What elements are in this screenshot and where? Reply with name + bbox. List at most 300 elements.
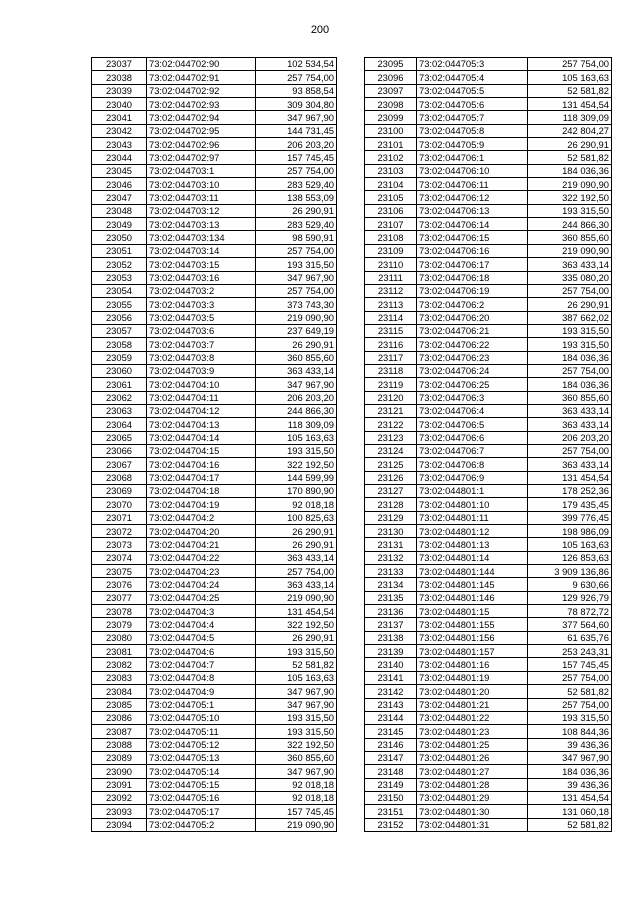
table-row [365,58,612,71]
row-number-cell: 23139 [365,645,417,658]
value-cell: 360 855,60 [528,231,612,244]
table-row [92,551,337,564]
table-row [92,631,337,644]
row-number-cell: 23147 [365,751,417,764]
cadastral-number-cell: 73:02:044705:2 [147,818,256,831]
row-number-cell: 23069 [92,485,147,498]
row-number-cell: 23148 [365,765,417,778]
table-row [92,138,337,151]
table-row [92,605,337,618]
value-cell: 193 315,50 [256,444,337,457]
value-cell: 399 776,45 [528,511,612,524]
value-cell: 193 315,50 [528,338,612,351]
value-cell: 39 436,36 [528,778,612,791]
cadastral-number-cell: 73:02:044706:25 [417,378,528,391]
cadastral-number-cell: 73:02:044706:4 [417,404,528,417]
table-row [92,298,337,311]
value-cell: 347 967,90 [256,378,337,391]
row-number-cell: 23138 [365,631,417,644]
row-number-cell: 23083 [92,671,147,684]
table-row [92,458,337,471]
value-cell: 347 967,90 [256,271,337,284]
table-row [92,685,337,698]
cadastral-number-cell: 73:02:044705:1 [147,698,256,711]
value-cell: 206 203,20 [256,391,337,404]
row-number-cell: 23060 [92,364,147,377]
row-number-cell: 23055 [92,298,147,311]
row-number-cell: 23114 [365,311,417,324]
cadastral-number-cell: 73:02:044801:22 [417,711,528,724]
value-cell: 363 433,14 [528,458,612,471]
table-row [92,618,337,631]
cadastral-number-cell: 73:02:044706:19 [417,284,528,297]
table-row [365,578,612,591]
value-cell: 193 315,50 [528,204,612,217]
row-number-cell: 23063 [92,404,147,417]
value-cell: 373 743,30 [256,298,337,311]
table-row [92,204,337,217]
value-cell: 363 433,14 [528,404,612,417]
row-number-cell: 23107 [365,218,417,231]
value-cell: 157 745,45 [256,151,337,164]
table-row [365,138,612,151]
cadastral-number-cell: 73:02:044704:6 [147,645,256,658]
value-cell: 206 203,20 [528,431,612,444]
row-number-cell: 23062 [92,391,147,404]
table-row [92,538,337,551]
value-cell: 92 018,18 [256,498,337,511]
value-cell: 322 192,50 [528,191,612,204]
row-number-cell: 23070 [92,498,147,511]
value-cell: 193 315,50 [256,711,337,724]
table-row [92,431,337,444]
table-row [92,284,337,297]
row-number-cell: 23097 [365,84,417,97]
table-row [92,164,337,177]
row-number-cell: 23124 [365,444,417,457]
cadastral-number-cell: 73:02:044706:12 [417,191,528,204]
value-cell: 253 243,31 [528,645,612,658]
cadastral-number-cell: 73:02:044704:7 [147,658,256,671]
value-cell: 257 754,00 [528,284,612,297]
row-number-cell: 23052 [92,258,147,271]
value-cell: 184 036,36 [528,378,612,391]
value-cell: 257 754,00 [528,698,612,711]
cadastral-number-cell: 73:02:044706:2 [417,298,528,311]
value-cell: 26 290,91 [256,538,337,551]
table-row [92,324,337,337]
row-number-cell: 23087 [92,725,147,738]
row-number-cell: 23047 [92,191,147,204]
value-cell: 219 090,90 [256,591,337,604]
value-cell: 363 433,14 [528,418,612,431]
table-row [365,725,612,738]
row-number-cell: 23071 [92,511,147,524]
value-cell: 131 454,54 [256,605,337,618]
row-number-cell: 23117 [365,351,417,364]
table-row [92,444,337,457]
row-number-cell: 23136 [365,605,417,618]
cadastral-number-cell: 73:02:044704:25 [147,591,256,604]
table-row [92,751,337,764]
cadastral-number-cell: 73:02:044705:3 [417,58,528,71]
cadastral-number-cell: 73:02:044705:10 [147,711,256,724]
value-cell: 26 290,91 [256,631,337,644]
value-cell: 360 855,60 [256,351,337,364]
table-row [365,805,612,818]
row-number-cell: 23084 [92,685,147,698]
cadastral-number-cell: 73:02:044801:10 [417,498,528,511]
table-row [92,671,337,684]
cadastral-number-cell: 73:02:044705:14 [147,765,256,778]
table-row [92,271,337,284]
table-row [365,778,612,791]
cadastral-number-cell: 73:02:044706:1 [417,151,528,164]
cadastral-number-cell: 73:02:044704:18 [147,485,256,498]
row-number-cell: 23039 [92,84,147,97]
table-row [365,124,612,137]
row-number-cell: 23142 [365,685,417,698]
table-row [92,765,337,778]
value-cell: 193 315,50 [528,711,612,724]
cadastral-number-cell: 73:02:044801:29 [417,791,528,804]
table-row [92,525,337,538]
table-row [365,231,612,244]
table-row [92,258,337,271]
cadastral-number-cell: 73:02:044706:10 [417,164,528,177]
cadastral-number-cell: 73:02:044706:9 [417,471,528,484]
row-number-cell: 23077 [92,591,147,604]
cadastral-number-cell: 73:02:044706:5 [417,418,528,431]
value-cell: 257 754,00 [528,671,612,684]
cadastral-number-cell: 73:02:044702:96 [147,138,256,151]
cadastral-number-cell: 73:02:044705:12 [147,738,256,751]
value-cell: 157 745,45 [528,658,612,671]
value-cell: 257 754,00 [528,364,612,377]
row-number-cell: 23143 [365,698,417,711]
table-row [92,565,337,578]
table-row [365,565,612,578]
row-number-cell: 23049 [92,218,147,231]
cadastral-number-cell: 73:02:044703:11 [147,191,256,204]
row-number-cell: 23067 [92,458,147,471]
register-table-right [364,57,612,832]
cadastral-number-cell: 73:02:044703:7 [147,338,256,351]
table-row [365,618,612,631]
cadastral-number-cell: 73:02:044801:155 [417,618,528,631]
value-cell: 118 309,09 [256,418,337,431]
row-number-cell: 23074 [92,551,147,564]
cadastral-number-cell: 73:02:044703:10 [147,178,256,191]
cadastral-number-cell: 73:02:044704:20 [147,525,256,538]
value-cell: 144 731,45 [256,124,337,137]
table-row [92,191,337,204]
table-row [365,418,612,431]
row-number-cell: 23113 [365,298,417,311]
row-number-cell: 23042 [92,124,147,137]
cadastral-number-cell: 73:02:044801:20 [417,685,528,698]
row-number-cell: 23120 [365,391,417,404]
value-cell: 257 754,00 [256,71,337,84]
value-cell: 363 433,14 [256,578,337,591]
page-number: 200 [310,24,330,36]
row-number-cell: 23043 [92,138,147,151]
cadastral-number-cell: 73:02:044702:92 [147,84,256,97]
cadastral-number-cell: 73:02:044801:1 [417,485,528,498]
table-row [92,58,337,71]
table-row [92,725,337,738]
row-number-cell: 23102 [365,151,417,164]
row-number-cell: 23144 [365,711,417,724]
value-cell: 26 290,91 [528,298,612,311]
value-cell: 184 036,36 [528,765,612,778]
table-row [365,525,612,538]
row-number-cell: 23104 [365,178,417,191]
value-cell: 129 926,79 [528,591,612,604]
row-number-cell: 23123 [365,431,417,444]
cadastral-number-cell: 73:02:044704:11 [147,391,256,404]
table-row [92,111,337,124]
value-cell: 242 804,27 [528,124,612,137]
value-cell: 257 754,00 [528,58,612,71]
table-row [92,485,337,498]
cadastral-number-cell: 73:02:044704:10 [147,378,256,391]
row-number-cell: 23089 [92,751,147,764]
cadastral-number-cell: 73:02:044705:16 [147,791,256,804]
row-number-cell: 23064 [92,418,147,431]
cadastral-number-cell: 73:02:044801:14 [417,551,528,564]
table-row [365,164,612,177]
cadastral-number-cell: 73:02:044702:94 [147,111,256,124]
value-cell: 363 433,14 [256,551,337,564]
value-cell: 347 967,90 [256,765,337,778]
row-number-cell: 23146 [365,738,417,751]
cadastral-number-cell: 73:02:044801:145 [417,578,528,591]
table-row [92,498,337,511]
table-row [365,111,612,124]
value-cell: 131 454,54 [528,471,612,484]
cadastral-number-cell: 73:02:044704:12 [147,404,256,417]
value-cell: 257 754,00 [256,565,337,578]
row-number-cell: 23057 [92,324,147,337]
row-number-cell: 23065 [92,431,147,444]
cadastral-number-cell: 73:02:044705:9 [417,138,528,151]
row-number-cell: 23141 [365,671,417,684]
row-number-cell: 23053 [92,271,147,284]
table-row [92,71,337,84]
value-cell: 244 866,30 [528,218,612,231]
table-row [365,685,612,698]
cadastral-number-cell: 73:02:044706:23 [417,351,528,364]
cadastral-number-cell: 73:02:044705:13 [147,751,256,764]
cadastral-number-cell: 73:02:044705:5 [417,84,528,97]
cadastral-number-cell: 73:02:044801:16 [417,658,528,671]
row-number-cell: 23056 [92,311,147,324]
table-row [365,391,612,404]
table-row [92,84,337,97]
row-number-cell: 23110 [365,258,417,271]
table-row [365,364,612,377]
value-cell: 257 754,00 [528,444,612,457]
value-cell: 126 853,63 [528,551,612,564]
row-number-cell: 23105 [365,191,417,204]
table-row [92,511,337,524]
cadastral-number-cell: 73:02:044703:2 [147,284,256,297]
table-row [365,818,612,831]
value-cell: 387 662,02 [528,311,612,324]
cadastral-number-cell: 73:02:044703:1 [147,164,256,177]
value-cell: 78 872,72 [528,605,612,618]
cadastral-number-cell: 73:02:044704:2 [147,511,256,524]
row-number-cell: 23041 [92,111,147,124]
value-cell: 93 858,54 [256,84,337,97]
row-number-cell: 23088 [92,738,147,751]
row-number-cell: 23051 [92,244,147,257]
cadastral-number-cell: 73:02:044703:5 [147,311,256,324]
value-cell: 138 553,09 [256,191,337,204]
row-number-cell: 23145 [365,725,417,738]
row-number-cell: 23127 [365,485,417,498]
table-row [365,338,612,351]
value-cell: 347 967,90 [256,698,337,711]
table-row [365,311,612,324]
row-number-cell: 23151 [365,805,417,818]
cadastral-number-cell: 73:02:044706:6 [417,431,528,444]
row-number-cell: 23121 [365,404,417,417]
value-cell: 198 986,09 [528,525,612,538]
table-row [92,98,337,111]
table-row [92,591,337,604]
cadastral-number-cell: 73:02:044703:13 [147,218,256,231]
value-cell: 9 630,66 [528,578,612,591]
table-row [365,218,612,231]
row-number-cell: 23037 [92,58,147,71]
cadastral-number-cell: 73:02:044703:6 [147,324,256,337]
value-cell: 92 018,18 [256,778,337,791]
value-cell: 118 309,09 [528,111,612,124]
cadastral-number-cell: 73:02:044801:30 [417,805,528,818]
cadastral-number-cell: 73:02:044703:15 [147,258,256,271]
cadastral-number-cell: 73:02:044706:7 [417,444,528,457]
value-cell: 26 290,91 [256,525,337,538]
row-number-cell: 23078 [92,605,147,618]
row-number-cell: 23106 [365,204,417,217]
table-row [365,765,612,778]
row-number-cell: 23094 [92,818,147,831]
table-row [365,284,612,297]
cadastral-number-cell: 73:02:044704:15 [147,444,256,457]
row-number-cell: 23108 [365,231,417,244]
row-number-cell: 23076 [92,578,147,591]
value-cell: 92 018,18 [256,791,337,804]
table-row [365,298,612,311]
row-number-cell: 23079 [92,618,147,631]
row-number-cell: 23125 [365,458,417,471]
cadastral-number-cell: 73:02:044705:17 [147,805,256,818]
cadastral-number-cell: 73:02:044704:16 [147,458,256,471]
value-cell: 26 290,91 [528,138,612,151]
cadastral-number-cell: 73:02:044704:19 [147,498,256,511]
row-number-cell: 23140 [365,658,417,671]
cadastral-number-cell: 73:02:044706:8 [417,458,528,471]
row-number-cell: 23132 [365,551,417,564]
row-number-cell: 23098 [365,98,417,111]
value-cell: 3 909 136,86 [528,565,612,578]
cadastral-number-cell: 73:02:044706:16 [417,244,528,257]
table-row [92,351,337,364]
value-cell: 206 203,20 [256,138,337,151]
table-row [365,324,612,337]
value-cell: 335 080,20 [528,271,612,284]
value-cell: 244 866,30 [256,404,337,417]
cadastral-number-cell: 73:02:044706:11 [417,178,528,191]
cadastral-number-cell: 73:02:044702:95 [147,124,256,137]
cadastral-number-cell: 73:02:044702:93 [147,98,256,111]
table-row [92,471,337,484]
cadastral-number-cell: 73:02:044706:20 [417,311,528,324]
value-cell: 52 581,82 [528,84,612,97]
table-row [365,631,612,644]
value-cell: 105 163,63 [256,431,337,444]
cadastral-number-cell: 73:02:044702:91 [147,71,256,84]
cadastral-number-cell: 73:02:044801:31 [417,818,528,831]
row-number-cell: 23103 [365,164,417,177]
value-cell: 131 454,54 [528,791,612,804]
cadastral-number-cell: 73:02:044706:17 [417,258,528,271]
cadastral-number-cell: 73:02:044704:4 [147,618,256,631]
value-cell: 179 435,45 [528,498,612,511]
value-cell: 193 315,50 [528,324,612,337]
table-row [365,151,612,164]
row-number-cell: 23050 [92,231,147,244]
table-row [365,204,612,217]
row-number-cell: 23068 [92,471,147,484]
cadastral-number-cell: 73:02:044706:24 [417,364,528,377]
cadastral-number-cell: 73:02:044705:15 [147,778,256,791]
value-cell: 52 581,82 [528,818,612,831]
table-row [365,71,612,84]
cadastral-number-cell: 73:02:044801:25 [417,738,528,751]
row-number-cell: 23048 [92,204,147,217]
table-row [365,671,612,684]
table-row [365,258,612,271]
value-cell: 52 581,82 [256,658,337,671]
table-row [92,805,337,818]
value-cell: 347 967,90 [256,111,337,124]
row-number-cell: 23115 [365,324,417,337]
cadastral-number-cell: 73:02:044705:8 [417,124,528,137]
value-cell: 102 534,54 [256,58,337,71]
row-number-cell: 23135 [365,591,417,604]
value-cell: 61 635,76 [528,631,612,644]
value-cell: 360 855,60 [256,751,337,764]
value-cell: 100 825,63 [256,511,337,524]
row-number-cell: 23072 [92,525,147,538]
row-number-cell: 23059 [92,351,147,364]
cadastral-number-cell: 73:02:044705:11 [147,725,256,738]
table-row [365,645,612,658]
cadastral-number-cell: 73:02:044703:134 [147,231,256,244]
row-number-cell: 23075 [92,565,147,578]
table-row [365,605,612,618]
row-number-cell: 23066 [92,444,147,457]
row-number-cell: 23040 [92,98,147,111]
row-number-cell: 23101 [365,138,417,151]
value-cell: 360 855,60 [528,391,612,404]
table-row [92,404,337,417]
table-row [92,711,337,724]
table-row [365,178,612,191]
